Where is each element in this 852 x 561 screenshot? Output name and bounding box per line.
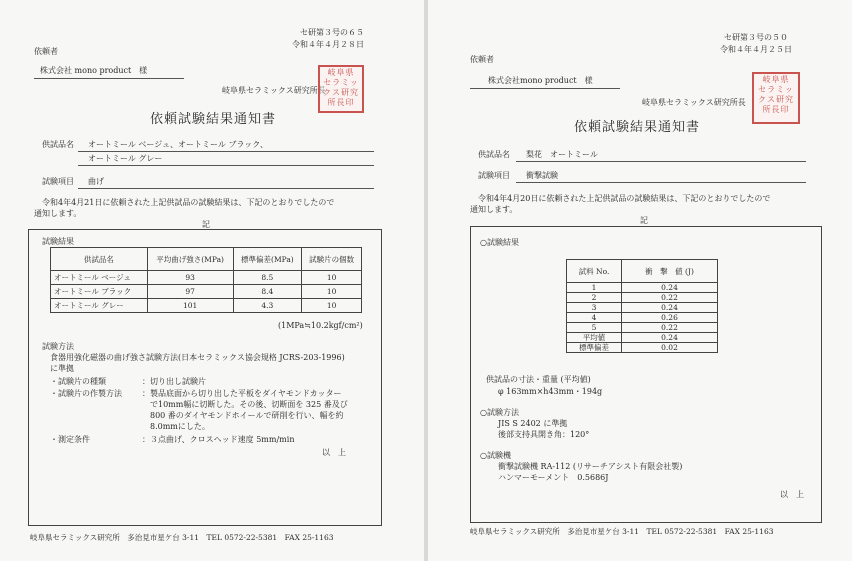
requester-name: 株式会社 mono product 様	[40, 66, 148, 75]
table-cell: 0.24	[622, 303, 718, 313]
prep-line: で10mm幅に切断した。その後、切断面を 325 番及び	[142, 400, 348, 409]
test-item-value: 曲げ	[88, 177, 104, 186]
table-row	[567, 283, 718, 293]
table-cell: オートミール ベージュ	[51, 271, 148, 285]
table-cell: 0.22	[622, 293, 718, 303]
method-label: 試験方法	[42, 342, 74, 351]
requester-label: 依頼者	[34, 47, 58, 56]
sample-underline-2	[78, 165, 374, 166]
institute-seal: 岐阜県 セラミッ クス研究 所長印	[752, 72, 800, 124]
test-item-label: 試験項目	[478, 171, 510, 180]
intro-line-2: 通知します。	[470, 205, 518, 214]
end-mark: 以 上	[780, 490, 804, 499]
table-header: 試験片の個数	[302, 248, 362, 271]
table-cell: 101	[147, 299, 233, 313]
table-header: 供試品名	[51, 248, 148, 271]
doc-number: セ研第３号の６５	[300, 28, 364, 37]
right-document-page	[428, 0, 852, 561]
bending-results-table	[50, 247, 362, 313]
prep-line: 8.0mmにした。	[142, 422, 210, 431]
institute-head: 岐阜県セラミックス研究所長	[222, 86, 326, 95]
table-cell: 平均値	[567, 333, 622, 343]
method-line-2: 後部支持具開き角：120°	[498, 430, 590, 439]
ki-mark: 記	[202, 220, 210, 229]
table-row	[567, 293, 718, 303]
table-row	[51, 285, 362, 299]
page-title: 依頼試験結果通知書	[574, 120, 701, 135]
machine-line-1: 衝撃試験機 RA-112 (リサーチアシスト有限会社製)	[498, 462, 683, 471]
footer-address: 岐阜県セラミックス研究所 多治見市星ケ台 3-11 TEL 0572-22-5381 FAX 25-1163	[470, 527, 774, 536]
table-row	[567, 303, 718, 313]
table-row	[51, 271, 362, 285]
table-header: 衝 撃 値 (J)	[622, 260, 718, 283]
specimen-kind-label: ・試験片の種類	[50, 377, 106, 386]
requester-name: 株式会社mono product 様	[488, 76, 593, 85]
method-line-1: JIS S 2402 に準拠	[498, 419, 568, 428]
table-cell: 10	[302, 271, 362, 285]
method-line-2: に準拠	[50, 364, 74, 373]
doc-date: 令和４年４月２５日	[720, 45, 792, 54]
sample-line-1: オートミール ベージュ、オートミール ブラック、	[88, 140, 268, 149]
test-item-underline	[78, 188, 374, 189]
table-cell: 8.4	[233, 285, 302, 299]
specimen-prep-label: ・試験片の作製方法	[50, 389, 122, 398]
table-cell: 0.22	[622, 323, 718, 333]
table-cell: 0.26	[622, 313, 718, 323]
requester-underline	[34, 78, 184, 79]
test-item-underline	[516, 182, 806, 183]
table-cell: 93	[147, 271, 233, 285]
table-cell: 10	[302, 299, 362, 313]
machine-line-2: ハンマーモーメント 0.5686J	[498, 473, 609, 482]
sample-label: 供試品名	[478, 150, 510, 159]
table-cell: 3	[567, 303, 622, 313]
machine-label: ○試験機	[480, 451, 511, 460]
requester-underline	[470, 88, 620, 89]
table-header: 試料 No.	[567, 260, 622, 283]
dims-value: φ 163mm×h43mm・194g	[498, 387, 603, 396]
prep-line: 800 番のダイヤモンドホイールで研削を行い、幅を約	[142, 411, 344, 420]
method-label: ○試験方法	[480, 408, 519, 417]
table-cell: 1	[567, 283, 622, 293]
doc-date: 令和４年４月２８日	[292, 40, 364, 49]
table-cell: 0.02	[622, 343, 718, 353]
table-cell: 標準偏差	[567, 343, 622, 353]
prep-line: ：製品底面から切り出した平板をダイヤモンドカッター	[142, 389, 342, 398]
specimen-kind-value: ：切り出し試験片	[142, 377, 206, 386]
table-row	[567, 343, 718, 353]
test-item-label: 試験項目	[42, 177, 74, 186]
sample-label: 供試品名	[42, 140, 74, 149]
doc-number: セ研第３号の５０	[724, 33, 788, 42]
table-cell: 97	[147, 285, 233, 299]
method-line-1: 食器用強化磁器の曲げ強さ試験方法(日本セラミックス協会規格 JCRS-203-1996)	[50, 353, 345, 362]
end-mark: 以 上	[322, 448, 346, 457]
measurement-label: ・測定条件	[50, 435, 90, 444]
table-row	[567, 323, 718, 333]
measurement-value: ：３点曲げ、クロスヘッド速度 5mm/min	[142, 435, 295, 444]
table-cell: 4.3	[233, 299, 302, 313]
table-cell: オートミール グレー	[51, 299, 148, 313]
table-cell: オートミール ブラック	[51, 285, 148, 299]
table-header-row	[51, 248, 362, 271]
unit-note: (1MPa≒10.2kgf/cm²)	[278, 321, 363, 330]
table-cell: 8.5	[233, 271, 302, 285]
table-header: 平均曲げ強さ(MPa)	[147, 248, 233, 271]
page-title: 依頼試験結果通知書	[150, 112, 277, 127]
left-document-page	[0, 0, 424, 561]
requester-label: 依頼者	[470, 55, 494, 64]
sample-value: 梨花 オートミール	[526, 150, 598, 159]
sample-line-2: オートミール グレー	[88, 154, 163, 163]
impact-results-table	[566, 259, 718, 353]
table-cell: 5	[567, 323, 622, 333]
table-row	[567, 313, 718, 323]
table-header: 標準偏差(MPa)	[233, 248, 302, 271]
test-item-value: 衝撃試験	[526, 171, 558, 180]
sample-underline	[516, 161, 806, 162]
intro-line-1: 令和4年4月20日に依頼された上記供試品の試験結果は、下記のとおりでしたので	[478, 194, 771, 203]
table-cell: 10	[302, 285, 362, 299]
table-row	[51, 299, 362, 313]
institute-seal: 岐阜県 セラミッ クス研究 所長印	[318, 65, 364, 113]
table-header-row	[567, 260, 718, 283]
table-cell: 4	[567, 313, 622, 323]
institute-head: 岐阜県セラミックス研究所長	[642, 98, 746, 107]
intro-line-1: 令和4年4月21日に依頼された上記供試品の試験結果は、下記のとおりでしたので	[42, 198, 335, 207]
footer-address: 岐阜県セラミックス研究所 多治見市星ケ台 3-11 TEL 0572-22-5381 FAX 25-1163	[30, 533, 334, 542]
dims-label: 供試品の寸法・重量 (平均値)	[486, 375, 591, 384]
ki-mark: 記	[640, 216, 648, 225]
table-cell: 0.24	[622, 283, 718, 293]
results-label: ○試験結果	[480, 238, 519, 247]
results-label: 試験結果	[42, 237, 74, 246]
intro-line-2: 通知します。	[34, 209, 82, 218]
sample-underline-1	[78, 151, 374, 152]
table-cell: 0.24	[622, 333, 718, 343]
table-row	[567, 333, 718, 343]
table-cell: 2	[567, 293, 622, 303]
